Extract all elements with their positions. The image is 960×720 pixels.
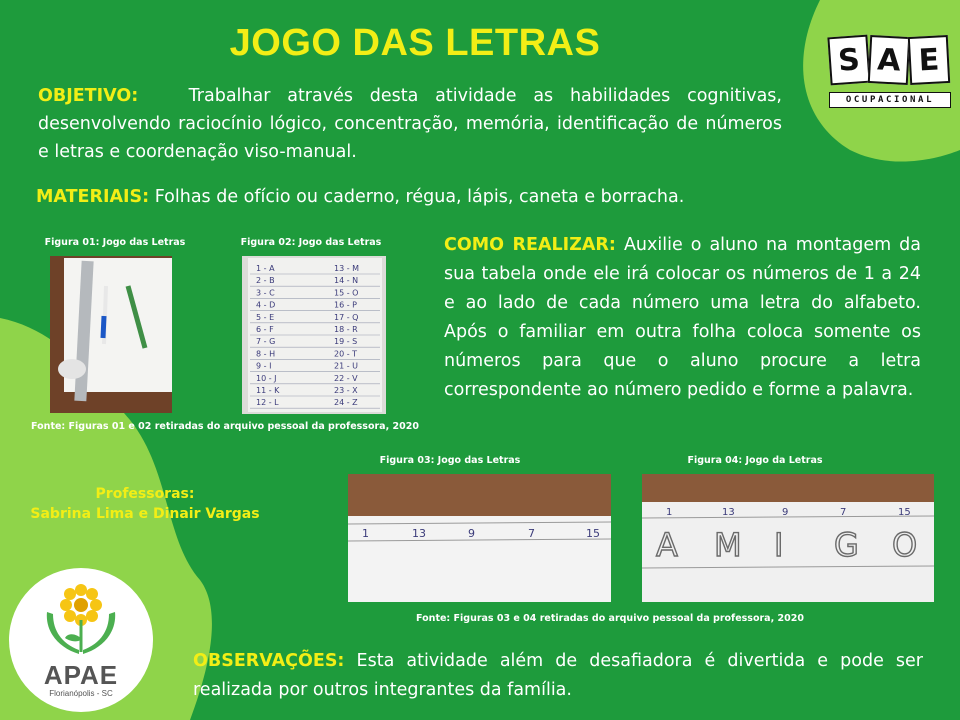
fig2-left-cell: 4 - D xyxy=(256,300,276,310)
fig2-left-cell: 6 - F xyxy=(256,325,274,334)
fig2-right-cell: 24 - Z xyxy=(334,398,358,408)
fig4-photo xyxy=(642,474,934,602)
observacoes-paragraph xyxy=(193,647,923,705)
fig2-photo xyxy=(242,256,386,414)
fig1-illustration xyxy=(50,256,172,413)
fig4-letter: I xyxy=(774,526,784,564)
sae-letter-s: S xyxy=(827,35,870,86)
apae-city: Florianópolis - SC xyxy=(49,689,113,698)
fig3-number: 9 xyxy=(468,527,475,540)
fig3-number: 1 xyxy=(362,527,369,540)
fig4-number: 1 xyxy=(666,507,673,518)
sae-letter-a: A xyxy=(868,35,910,85)
fig2-left-cell: 5 - E xyxy=(256,312,275,322)
fig2-caption: Figura 02: Jogo das Letras xyxy=(240,237,382,248)
fig2-right-cell: 19 - S xyxy=(334,337,358,347)
fig4-caption: Figura 04: Jogo da Letras xyxy=(687,455,823,466)
fig4-letter: M xyxy=(714,526,742,564)
fig2-left-cell: 12 - L xyxy=(256,398,279,408)
objetivo-label: OBJETIVO: xyxy=(38,86,139,106)
fig2-right-cell: 15 - O xyxy=(334,288,359,298)
sae-logo xyxy=(829,32,951,110)
fig2-left-cell: 7 - G xyxy=(256,337,276,347)
fig2-left-cell: 1 - A xyxy=(256,264,275,273)
objetivo-paragraph xyxy=(38,82,782,166)
fig3-number: 7 xyxy=(528,527,535,540)
materiais-label: MATERIAIS: xyxy=(36,187,150,207)
observacoes-text: Esta atividade além de desafiadora é divertida e pode ser realizada por outros integrantes da família. xyxy=(193,651,923,700)
apae-flower-hands-icon xyxy=(41,582,121,660)
fig4-number: 7 xyxy=(840,507,847,518)
sae-letter-e: E xyxy=(908,35,950,85)
fig3-caption: Figura 03: Jogo das Letras xyxy=(379,455,521,466)
apae-logo xyxy=(9,568,153,712)
sae-subtitle: OCUPACIONAL xyxy=(829,92,951,108)
fig3-illustration xyxy=(348,474,611,602)
fig4-number: 13 xyxy=(722,507,735,518)
professoras-names: Sabrina Lima e Dinair Vargas xyxy=(30,506,260,522)
fig2-left-cell: 2 - B xyxy=(256,276,275,286)
fig2-left-cell: 9 - I xyxy=(256,361,272,371)
fig4-letter: A xyxy=(656,526,678,564)
fig4-illustration xyxy=(642,474,934,602)
fig2-left-cell: 8 - H xyxy=(256,349,276,359)
fig2-right-cell: 20 - T xyxy=(334,349,358,359)
fig2-right-cell: 16 - P xyxy=(334,300,357,310)
fig2-right-cell: 14 - N xyxy=(334,276,359,286)
fig2-right-cell: 17 - Q xyxy=(334,312,359,322)
fig2-right-cell: 18 - R xyxy=(334,325,358,334)
fig2-right-cell: 22 - V xyxy=(334,373,358,383)
fig3-number: 13 xyxy=(412,527,426,540)
como-realizar-paragraph xyxy=(444,231,921,405)
fig4-number: 15 xyxy=(898,507,911,518)
fig3-number: 15 xyxy=(586,527,600,540)
materiais-paragraph xyxy=(36,183,796,211)
fig1-photo xyxy=(50,256,172,413)
como-realizar-text: Auxilie o aluno na montagem da sua tabela onde ele irá colocar os números de 1 a 24 e ao lado de cada número uma letra do alfabeto. Após o familiar em outra folha coloca somente os números para que o aluno procure a letra correspondente ao número pedido e forme a palavra. xyxy=(444,235,921,400)
fig2-left-cell: 10 - J xyxy=(256,373,277,383)
observacoes-label: OBSERVAÇÕES: xyxy=(193,651,345,671)
fig12-source: Fonte: Figuras 01 e 02 retiradas do arquivo pessoal da professora, 2020 xyxy=(31,421,419,432)
fig2-right-cell: 23 - X xyxy=(334,386,358,395)
fig2-left-cell: 3 - C xyxy=(256,288,275,298)
fig4-number: 9 xyxy=(782,507,789,518)
fig2-table-drawing xyxy=(242,256,386,414)
materiais-text: Folhas de ofício ou caderno, régua, lápis, caneta e borracha. xyxy=(154,187,685,207)
page-title: JOGO DAS LETRAS xyxy=(229,22,601,64)
fig3-photo xyxy=(348,474,611,602)
objetivo-text: Trabalhar através desta atividade as habilidades cognitivas, desenvolvendo raciocínio lógico, concentração, memória, identificação de números e letras e coordenação viso-manual. xyxy=(38,86,782,162)
fig2-right-cell: 21 - U xyxy=(334,361,359,371)
fig4-letter: O xyxy=(892,526,918,564)
apae-name: APAE xyxy=(43,660,119,690)
fig1-caption: Figura 01: Jogo das Letras xyxy=(44,237,186,248)
fig34-source: Fonte: Figuras 03 e 04 retiradas do arquivo pessoal da professora, 2020 xyxy=(416,613,804,624)
professoras-block xyxy=(20,484,270,524)
professoras-label: Professoras: xyxy=(95,486,195,502)
fig2-right-cell: 13 - M xyxy=(334,264,360,273)
fig4-letter: G xyxy=(834,526,859,564)
como-realizar-label: COMO REALIZAR: xyxy=(444,235,616,255)
fig2-left-cell: 11 - K xyxy=(256,386,280,395)
